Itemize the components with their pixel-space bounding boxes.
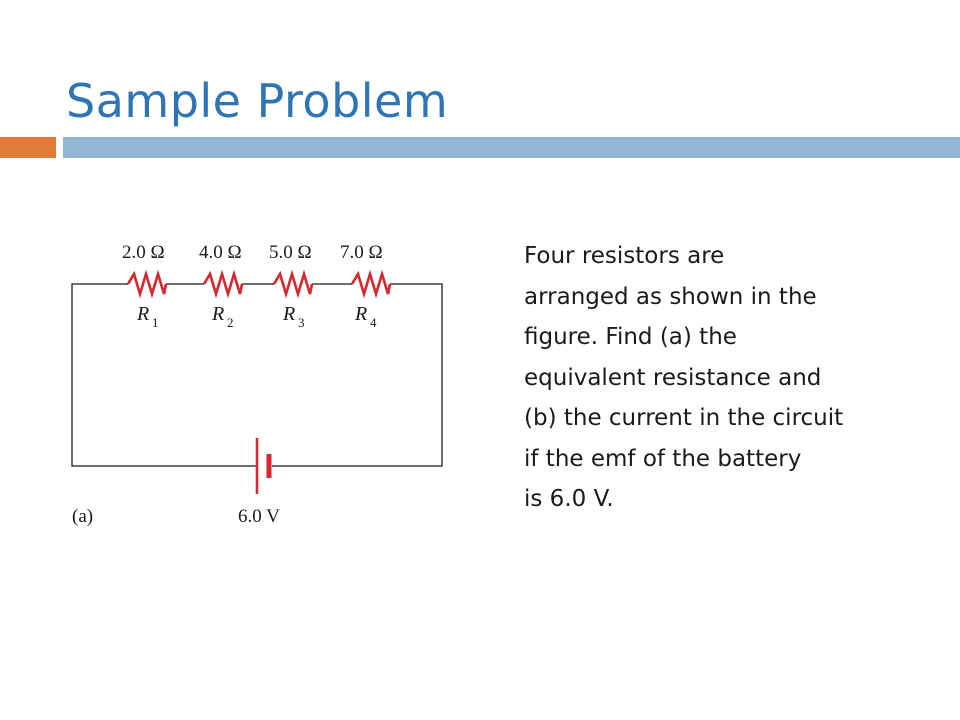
battery-voltage-label: 6.0 V xyxy=(238,506,280,527)
resistor-r4-name: R xyxy=(355,303,368,325)
wire-left xyxy=(72,284,256,466)
resistor-r2-subscript: 2 xyxy=(227,315,234,330)
problem-line: figure. Find (a) the xyxy=(524,324,737,350)
resistor-r1 xyxy=(128,274,166,294)
resistor-r4-value: 7.0 Ω xyxy=(340,242,383,263)
problem-line: is 6.0 V. xyxy=(524,486,614,512)
resistor-r3-name: R xyxy=(283,303,296,325)
resistor-r2 xyxy=(204,274,242,294)
resistor-r1-subscript: 1 xyxy=(152,315,159,330)
problem-line: arranged as shown in the xyxy=(524,283,817,310)
problem-statement xyxy=(524,236,904,520)
resistor-r3 xyxy=(274,274,312,294)
resistor-r4 xyxy=(352,274,390,294)
resistor-r1-value: 2.0 Ω xyxy=(122,242,165,263)
problem-line: Four resistors are xyxy=(524,243,725,269)
problem-line: (b) the current in the circuit xyxy=(524,405,844,431)
problem-line: if the emf of the battery xyxy=(524,445,802,472)
resistor-r3-subscript: 3 xyxy=(298,315,305,330)
title-accent-bar-right xyxy=(63,137,960,158)
circuit-diagram xyxy=(60,228,460,538)
title-accent-bar-left xyxy=(0,137,56,158)
resistor-r3-value: 5.0 Ω xyxy=(269,242,312,263)
battery-symbol xyxy=(257,438,269,494)
circuit-figure xyxy=(60,228,460,538)
resistor-r1-name: R xyxy=(137,303,150,325)
problem-line: equivalent resistance and xyxy=(524,364,822,391)
slide-title: Sample Problem xyxy=(66,74,449,128)
resistor-r4-subscript: 4 xyxy=(370,315,377,330)
resistor-r2-name: R xyxy=(212,303,225,325)
resistor-r2-value: 4.0 Ω xyxy=(199,242,242,263)
figure-part-label: (a) xyxy=(72,506,94,527)
